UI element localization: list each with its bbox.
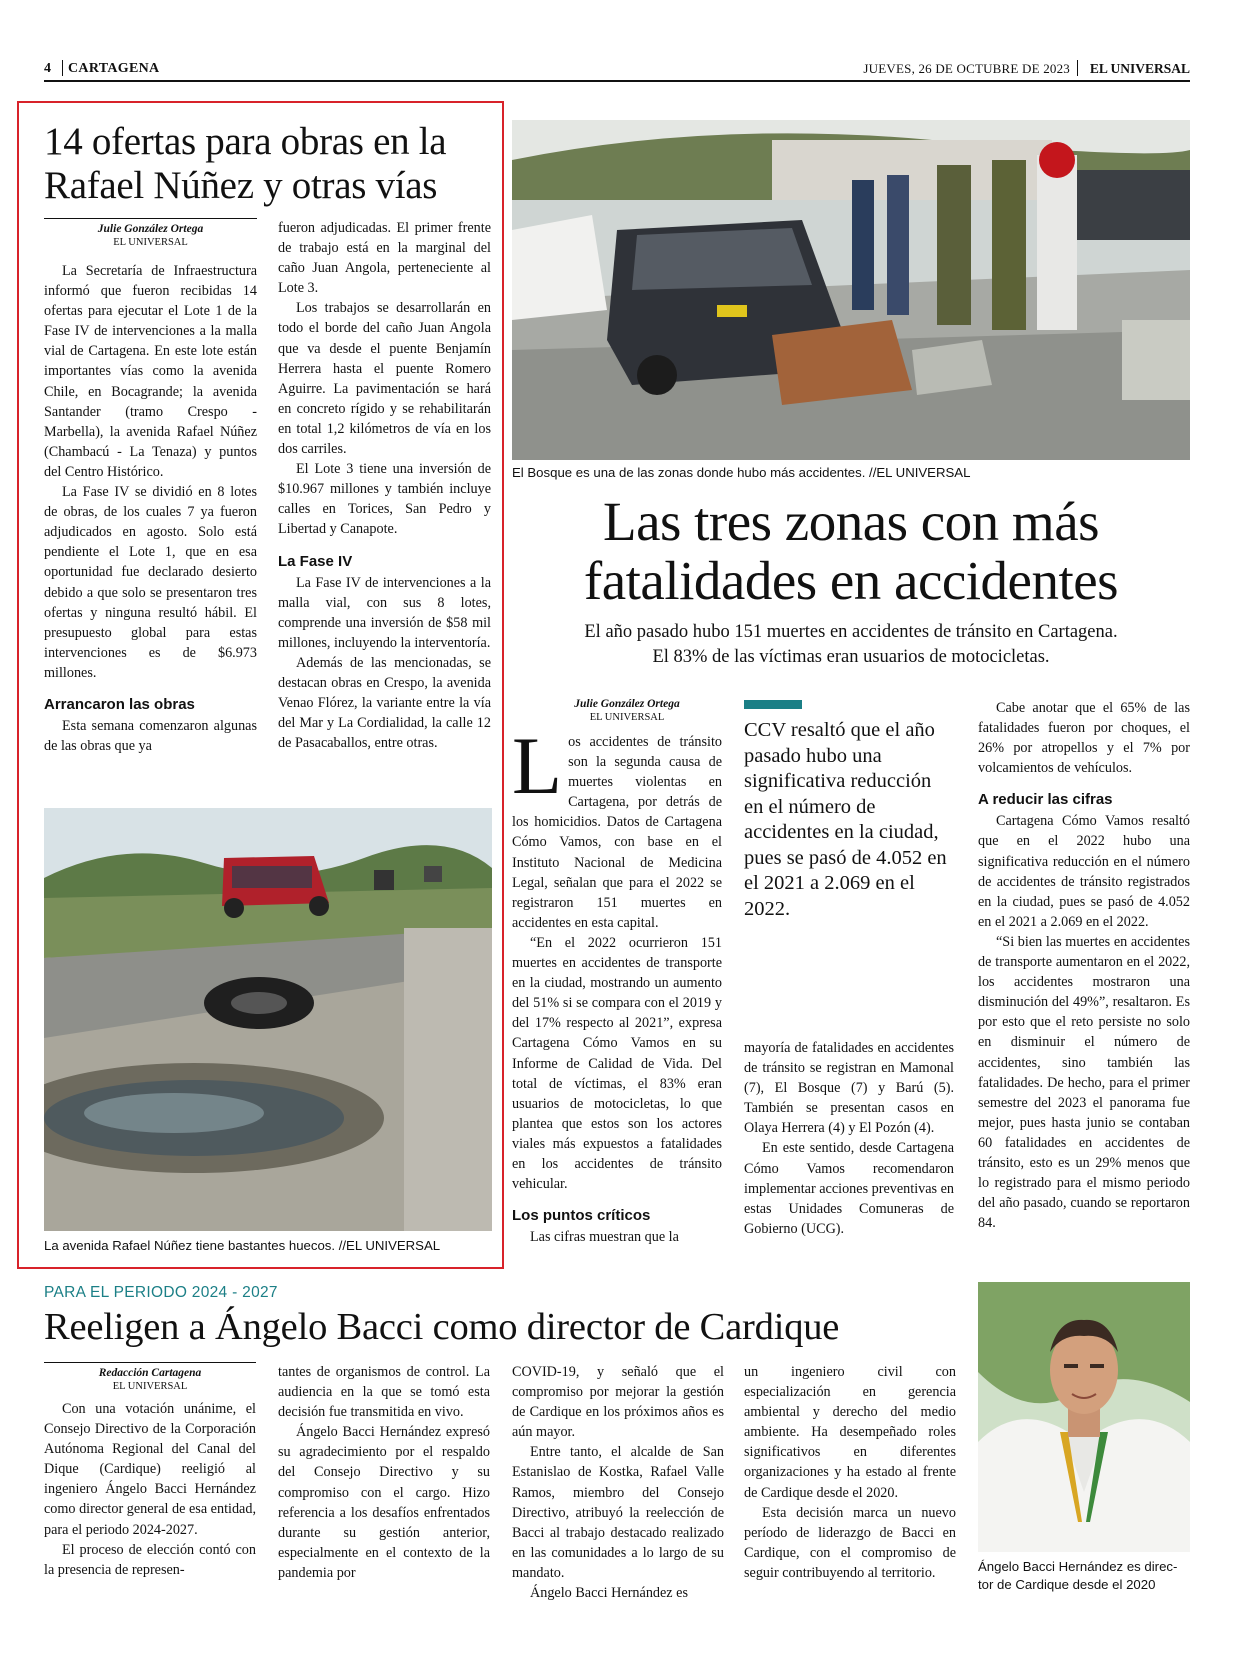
paragraph: En este sentido, desde Cartagena Cómo Vamos recomendaron implementar acciones preventivas en estas Unidades Comuneras de Gobierno (UCG). — [744, 1140, 954, 1237]
deck-line: El 83% de las víctimas eran usuarios de motocicletas. — [652, 647, 1050, 667]
drop-cap: L — [512, 720, 563, 811]
article-accidentes-col3 — [978, 698, 1190, 1233]
body-text — [278, 1362, 490, 1583]
body-text — [278, 218, 491, 753]
paragraph: COVID-19, y señaló que el compromiso por mejorar la gestión de Cardique en los próximos años es aún mayor. — [512, 1364, 724, 1441]
pull-quote: CCV resaltó que el año pasado hubo una significativa reducción en el número de accidentes en la ciudad, pues se pasó de 4.052 en el 2021 a 2.069 en el 2022. — [744, 719, 947, 920]
body-text — [44, 261, 257, 756]
paragraph: La Fase IV de intervenciones a la malla vial, con sus 8 lotes, comprende una inversión de $58 mil millones, incluyendo la interventoría. — [278, 574, 491, 651]
article-obras-headline — [44, 120, 494, 208]
body-text — [512, 720, 722, 1247]
photo-caption: El Bosque es una de las zonas donde hubo más accidentes. //EL UNIVERSAL — [512, 465, 971, 480]
body-text — [44, 1399, 256, 1580]
article-cardique-col2 — [278, 1362, 490, 1583]
byline — [44, 223, 257, 249]
accident-photo — [512, 120, 1190, 460]
paragraph: Ángelo Bacci Hernández expresó su agradecimiento por el respaldo del Consejo Directivo y su compromiso con el cargo. Hizo referencia a los desafíos enfrentados durante su gestión anterior, especialmente en el contexto de la pandemia por — [278, 1424, 490, 1581]
kicker: PARA EL PERIODO 2024 - 2027 — [44, 1284, 278, 1301]
headline-line: Las tres zonas con más — [602, 491, 1100, 552]
byline-name: Julie González Ortega — [574, 698, 680, 710]
paragraph-text: os accidentes de tránsito son la segunda causa de muertes violentas en Cartagena, por detrás de los homicidios. Datos de Cartagena Cómo Vamos, con base en el Instituto Nacional de Medicina Legal, señalan que para el 2022 se registraron 151 muertes en accidentes en esta capital. — [512, 734, 722, 931]
page-header — [44, 58, 1190, 80]
byline-name: Julie González Ortega — [97, 223, 204, 235]
portrait-photo — [978, 1282, 1190, 1552]
headline-line: fatalidades en accidentes — [583, 550, 1119, 611]
pull-quote-rule — [744, 700, 802, 709]
subheading: Arrancaron las obras — [44, 695, 195, 713]
article-accidentes-col1 — [512, 698, 722, 1247]
header-divider — [62, 60, 63, 76]
page-number: 4 — [44, 61, 51, 76]
paragraph: Cartagena Cómo Vamos resaltó que en el 2022 hubo una significativa reducción en el número de accidentes de tránsito registrados en la ciudad, pues se pasó de 4.052 en el 2021 a 2.069 en el 2022. — [978, 813, 1190, 930]
paragraph: Esta decisión marca un nuevo período de liderazgo de Bacci en Cardique, con el compromiso de seguir contribuyendo al territorio. — [744, 1504, 956, 1581]
paragraph: El Lote 3 tiene una inversión de $10.967 millones y también incluye calles en Torices, San Pedro y Libertad y Canapote. — [278, 461, 491, 538]
paragraph: Las cifras muestran que la — [530, 1229, 679, 1246]
article-accidentes-deck — [512, 620, 1190, 670]
paragraph: “En el 2022 ocurrieron 151 muertes en accidentes de transporte en la ciudad, mostrando un aumento del 51% si se compara con el 2019 y del 17% respecto al 2021”, expresa Cartagena Cómo Vamos en su Informe de Calidad de Vida. Del total de víctimas, el 83% eran usuarios de motocicletas, lo que plantea que estos son los actores viales más expuestos a fatalidades en los accidentes de tránsito vehicular. — [512, 934, 722, 1193]
paragraph: Cabe anotar que el 65% de las fatalidades fueron por choques, el 26% por atropellos y el 7% por volcamientos de vehículos. — [978, 700, 1190, 777]
newspaper-name: EL UNIVERSAL — [1089, 61, 1190, 76]
article-accidentes-col2 — [744, 1038, 954, 1239]
byline-rule — [44, 1362, 256, 1363]
article-obras-col2 — [278, 218, 491, 753]
subheading: Los puntos críticos — [512, 1207, 651, 1225]
paragraph: “Si bien las muertes en accidentes de transporte aumentaron en el 2022, los accidentes mostraron una disminución del 49%”, resaltaron. Es por esto que el reto persiste no solo en disminuir el número de accidentes, sino también las fatalidades. De hecho, para el primer semestre del 2023 el panorama fue mejor, pues hasta junio se contaban 60 fatalidades en accidentes de tránsito, esto es un 29% menos que lo registrado para el mismo periodo del año pasado, cuando se reportaron 84. — [978, 933, 1190, 1232]
byline-publication: EL UNIVERSAL — [113, 237, 188, 248]
paragraph: Esta semana comenzaron algunas de las obras que ya — [44, 717, 257, 755]
paragraph: mayoría de fatalidades en accidentes de tránsito se registran en Mamonal (7), El Bosque (7) y Barú (5). También se presentan casos en Olaya Herrera (4) y El Pozón (4). — [744, 1040, 954, 1137]
paragraph: Además de las mencionadas, se destacan obras en Crespo, la avenida Venao Flórez, la variante entre la vía del Mar y La Cordialidad, la calle 12 de Pasacaballos, entre otras. — [278, 654, 491, 752]
paragraph: Ángelo Bacci Hernández es — [530, 1585, 688, 1602]
subheading: A reducir las cifras — [978, 791, 1113, 809]
issue-date: JUEVES, 26 DE OCTUBRE DE 2023 — [863, 61, 1070, 76]
photo-caption: La avenida Rafael Núñez tiene bastantes huecos. //EL UNIVERSAL — [44, 1238, 441, 1253]
byline — [44, 1367, 256, 1393]
paragraph: El proceso de elección contó con la presencia de represen- — [44, 1541, 256, 1578]
caption-line: tor de Cardique desde el 2020 — [978, 1577, 1156, 1592]
body-text — [744, 1038, 954, 1239]
paragraph: Entre tanto, el alcalde de San Estanislao de Kostka, Rafael Valle Ramos, miembro del Consejo Directivo, atribuyó la reelección de Bacci al trabajo destacado realizado en las comunidades a lo largo de su mandato. — [512, 1444, 724, 1581]
byline-publication: EL UNIVERSAL — [589, 712, 665, 723]
paragraph — [512, 720, 722, 933]
paragraph: tantes de organismos de control. La audiencia en la que se tomó esta decisión fue transmitida en vivo. — [278, 1364, 490, 1421]
paragraph: un ingeniero civil con especialización en gerencia ambiental y derecho del medio ambiente. Ha desempeñado roles significativos en diferentes organizaciones y ha estado al frente de Cardique desde el 2020. — [744, 1364, 956, 1501]
caption-line: Ángelo Bacci Hernández es direc- — [978, 1559, 1178, 1574]
body-text — [512, 1362, 724, 1603]
headline-line: Rafael Núñez y otras vías — [44, 164, 438, 207]
article-cardique-col1 — [44, 1362, 256, 1580]
article-accidentes-headline — [512, 492, 1190, 610]
article-cardique-col3 — [512, 1362, 724, 1603]
pothole-photo — [44, 808, 492, 1231]
header-rule — [44, 80, 1190, 82]
byline-rule — [44, 218, 257, 219]
paragraph: La Secretaría de Infraestructura informó que fueron recibidas 14 ofertas para ejecutar el Lote 1 de la Fase IV de intervenciones a la malla vial de Cartagena. En este lote están importantes vías como la avenida Chile, en Bocagrande; la avenida Santander (tramo Crespo - Marbella), la avenida Rafael Núñez (Chambacú - La Tenaza) y puntos del Centro Histórico. — [44, 263, 257, 480]
portrait-caption — [978, 1558, 1190, 1594]
body-text — [978, 698, 1190, 1233]
header-divider-2 — [1077, 60, 1078, 76]
deck-line: El año pasado hubo 151 muertes en accidentes de tránsito en Cartagena. — [584, 622, 1118, 642]
paragraph: Los trabajos se desarrollarán en todo el borde del caño Juan Angola que va desde el puente Benjamín Herrera hasta el puente Romero Aguirre. La pavimentación se hará en concreto rígido y se rehabilitarán en total 1,2 kilómetros de vía en los dos carriles. — [278, 300, 491, 458]
subheading: La Fase IV — [278, 552, 353, 570]
article-cardique-col4 — [744, 1362, 956, 1583]
byline-name: Redacción Cartagena — [98, 1367, 202, 1379]
body-text — [744, 1362, 956, 1583]
paragraph: Con una votación unánime, el Consejo Directivo de la Corporación Autónoma Regional del Canal del Dique (Cardique) reeligió al ingeniero Ángelo Bacci Hernández como director general de esa entidad, para el periodo 2024-2027. — [44, 1401, 256, 1538]
section-name: CARTAGENA — [68, 61, 160, 76]
byline-publication: EL UNIVERSAL — [112, 1381, 188, 1392]
article-obras-col1 — [44, 218, 257, 756]
headline-line: 14 ofertas para obras en la — [44, 120, 447, 163]
article-cardique-headline: Reeligen a Ángelo Bacci como director de Cardique — [44, 1306, 840, 1348]
paragraph: La Fase IV se dividió en 8 lotes de obras, de los cuales 7 ya fueron adjudicados en agosto. Solo está pendiente el Lote 1, que en esa oportunidad fue declarado desierto debido a que solo se presentaron tres ofertas y ninguna resultó hábil. El presupuesto global para estas intervenciones es de $6.973 millones. — [44, 484, 257, 681]
paragraph: fueron adjudicadas. El primer frente de trabajo está en la marginal del caño Juan Angola, perteneciente al Lote 3. — [278, 220, 491, 297]
